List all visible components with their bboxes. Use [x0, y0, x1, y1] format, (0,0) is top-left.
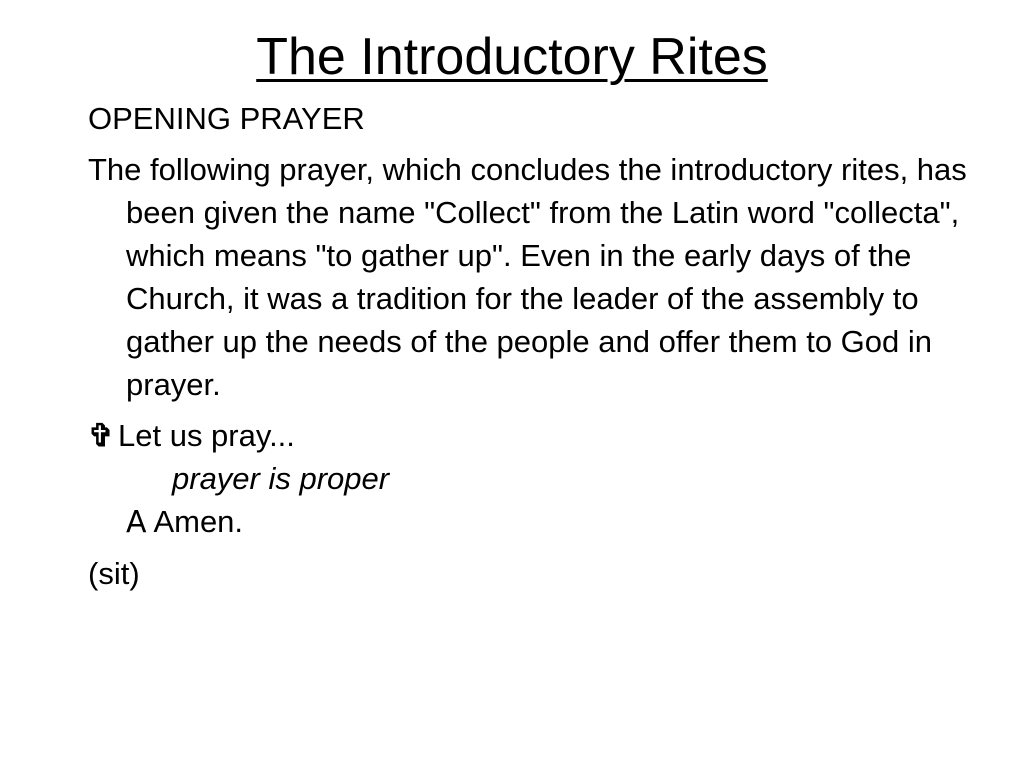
prayer-block: [88, 414, 968, 544]
slide-title: [0, 26, 1024, 88]
response-text: Amen.: [153, 504, 244, 539]
section-heading: OPENING PRAYER: [88, 101, 365, 136]
slide-title-text: The Introductory Rites: [256, 28, 768, 86]
priest-text: Let us pray...: [118, 418, 295, 453]
response-line: [88, 500, 968, 544]
rubric-text: prayer is proper: [172, 461, 390, 496]
cross-icon: ✞: [88, 418, 114, 453]
posture-text: (sit): [88, 556, 140, 591]
explanation-paragraph: The following prayer, which concludes the introductory rites, has been given the name "Collect" from the Latin word "collecta", which means "to gather up". Even in the early days of the Church, it was a tradition for the leader of the assembly to gather up the needs of the people and offer them to God in prayer.: [88, 152, 967, 402]
response-symbol: A: [126, 505, 147, 540]
priest-line: [88, 414, 968, 457]
slide-content: [88, 98, 968, 595]
